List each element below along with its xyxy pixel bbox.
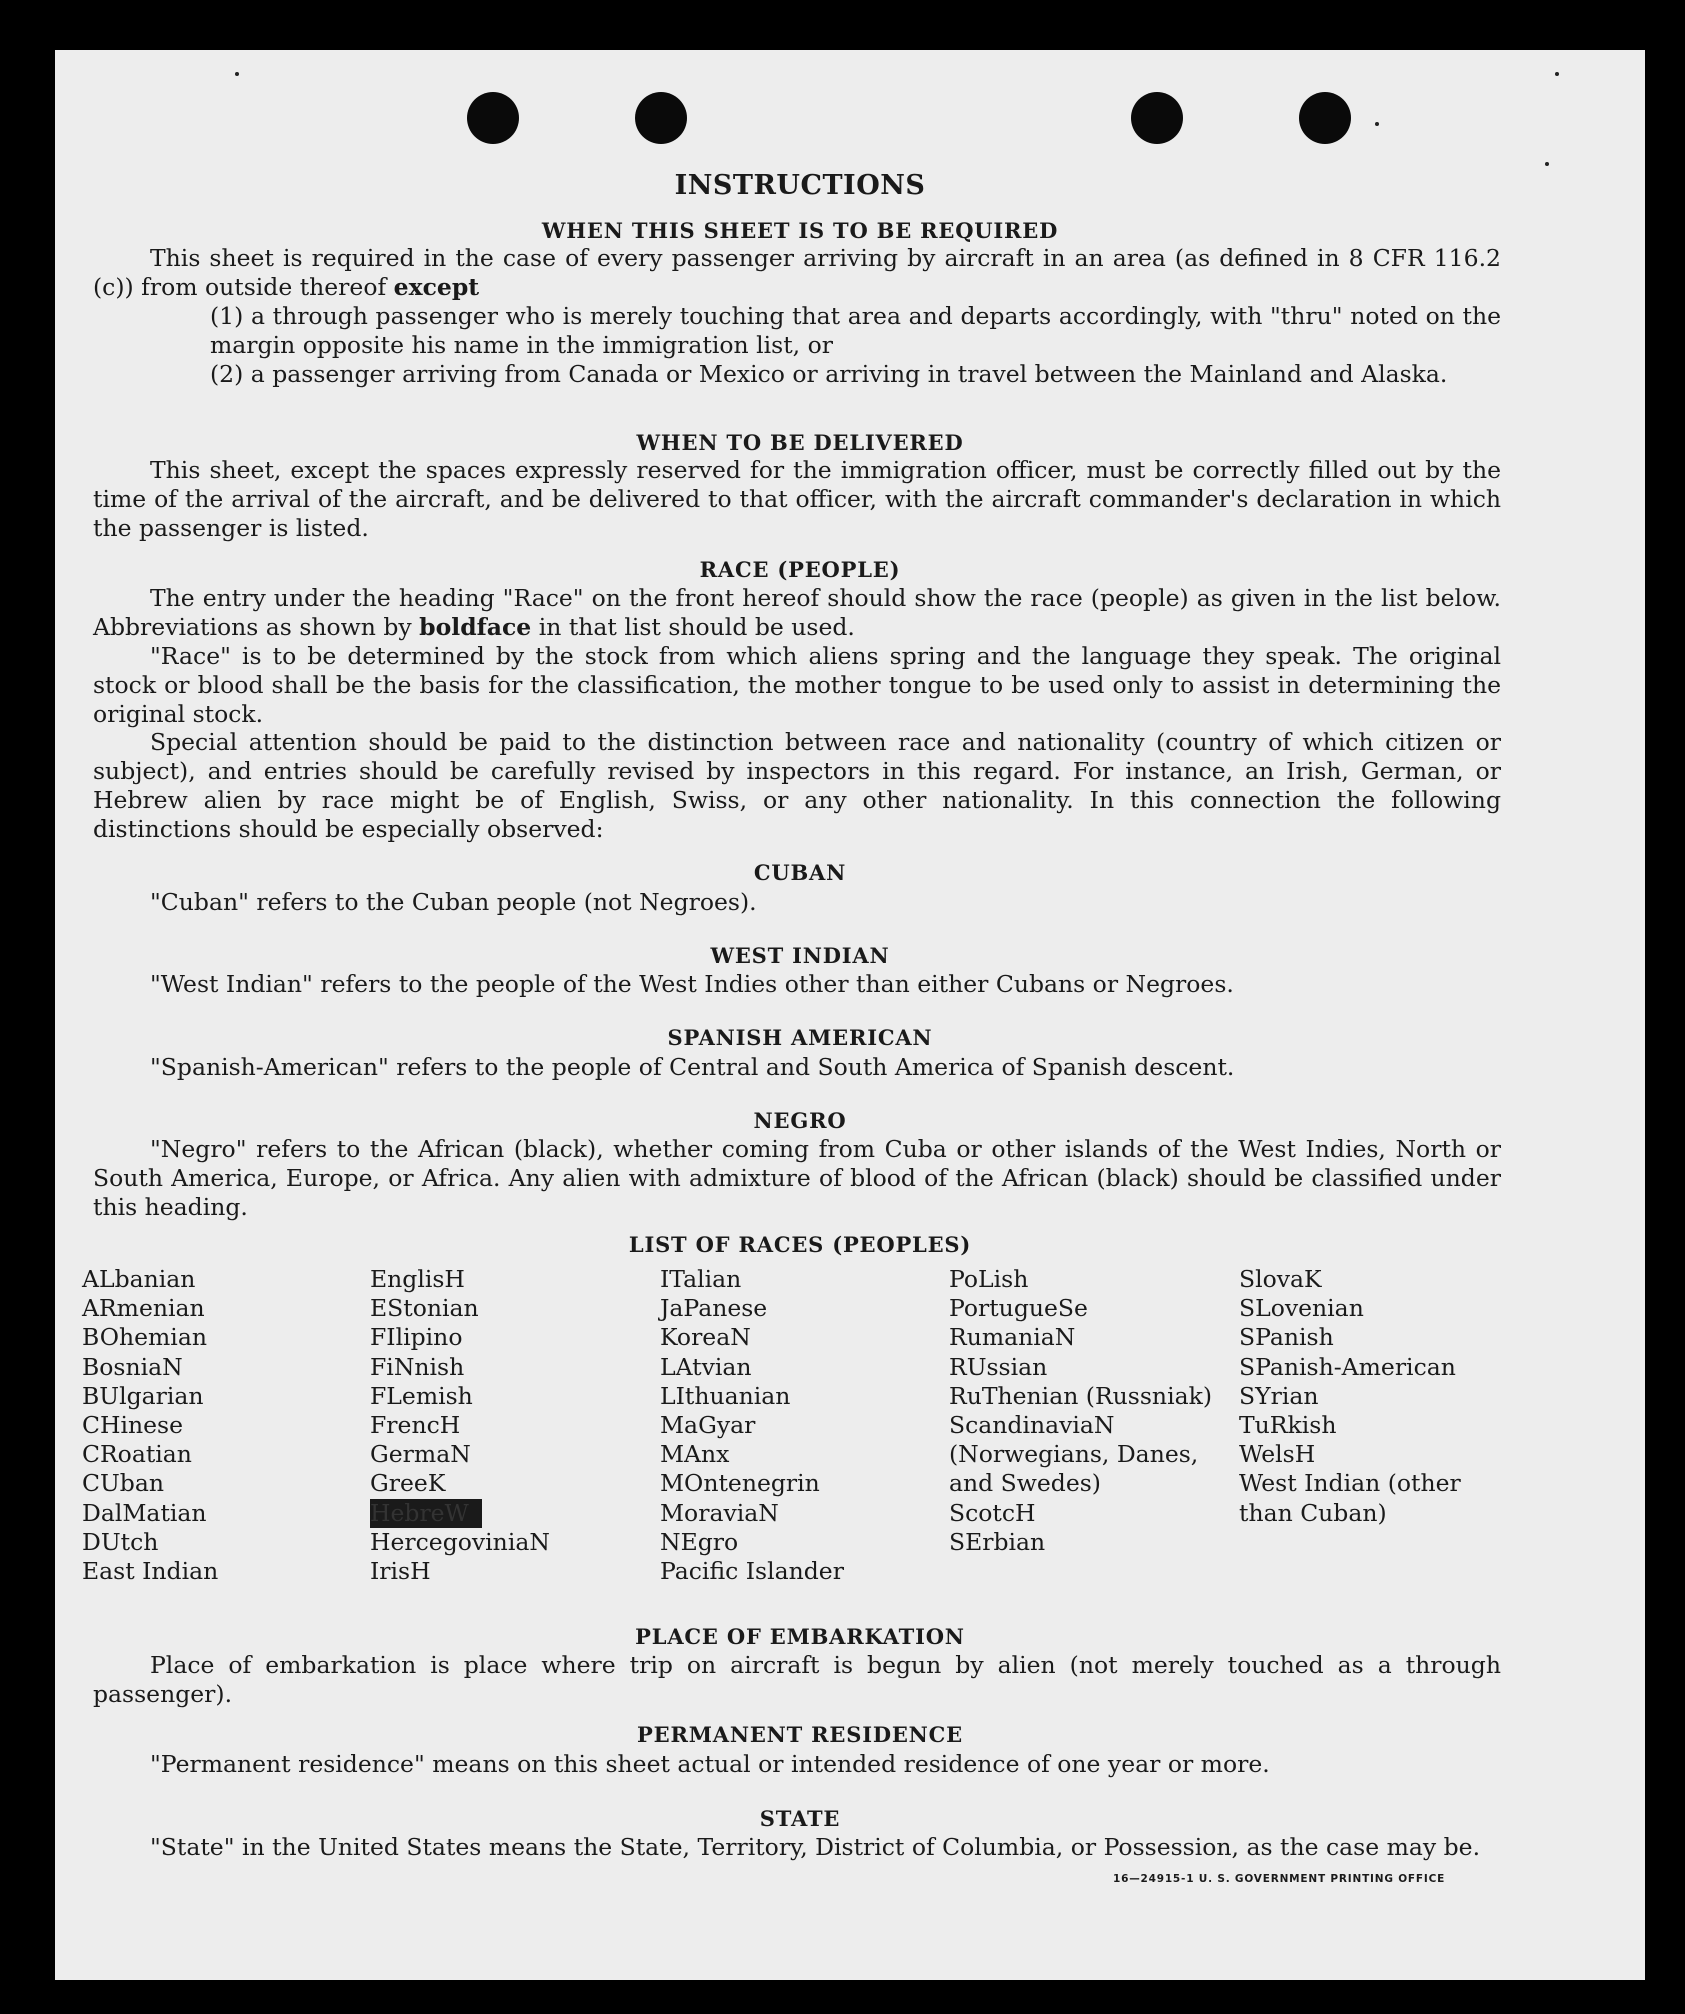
race-entry: DUtch — [82, 1527, 159, 1556]
race-entry: ScotcH — [949, 1498, 1036, 1527]
punch-hole — [635, 92, 687, 144]
punch-hole — [467, 92, 519, 144]
race-paragraph-2: "Race" is to be determined by the stock from which aliens spring and the language they speak. The original stock or blood shall be the basis for the classification, the mother tongue to be used only to assist in determining the original stock. — [93, 642, 1501, 728]
heading-cuban: CUBAN — [753, 860, 847, 885]
residence-text: "Permanent residence" means on this sheet actual or intended residence of one year or more. — [150, 1750, 1270, 1778]
race-entry: ARmenian — [82, 1294, 205, 1323]
race-entry: West Indian (other than Cuban) — [1239, 1469, 1461, 1527]
race-entry: ScandinaviaN (Norwegians, Danes, and Swedes) — [949, 1411, 1199, 1498]
punch-hole — [1131, 92, 1183, 144]
race-entry: JaPanese — [660, 1294, 768, 1323]
embarkation-text: Place of embarkation is place where trip on aircraft is begun by alien (not merely touched as a through passenger). — [93, 1651, 1501, 1708]
race-entry: MAnx — [660, 1440, 730, 1469]
race-entry: MOntenegrin — [660, 1469, 820, 1498]
race-entry: East Indian — [82, 1557, 219, 1586]
race-entry: FIlipino — [370, 1323, 463, 1352]
heading-race: RACE (PEOPLE) — [699, 557, 901, 582]
heading-spanish-american: SPANISH AMERICAN — [667, 1025, 933, 1050]
race-entry: GreeK — [370, 1469, 446, 1498]
heading-state: STATE — [759, 1806, 841, 1831]
required-intro: This sheet is required in the case of every passenger arriving by aircraft in an area (as defined in 8 CFR 116.2 (c)) from outside thereof except — [93, 244, 1501, 301]
race-column-1 — [82, 1265, 218, 1586]
spanish-american-text: "Spanish-American" refers to the people of Central and South America of Spanish descent. — [150, 1053, 1235, 1081]
race-entry: CRoatian — [82, 1440, 192, 1469]
race-entry: PoLish — [949, 1265, 1029, 1293]
race-entry: RUssian — [949, 1352, 1048, 1381]
race-entry: MaGyar — [660, 1411, 756, 1440]
delivered-text: This sheet, except the spaces expressly reserved for the immigration officer, must be correctly filled out by the time of the arrival of the aircraft, and be delivered to that officer, with the aircraft commander's declaration in which the passenger is listed. — [93, 456, 1501, 542]
race-entry: FrencH — [370, 1411, 461, 1440]
race-entry: WelsH — [1239, 1440, 1316, 1469]
west-indian-text: "West Indian" refers to the people of the West Indies other than either Cubans or Negroes. — [150, 970, 1234, 998]
heading-place-of-embarkation: PLACE OF EMBARKATION — [635, 1624, 965, 1649]
race-entry: SYrian — [1239, 1381, 1319, 1410]
document-page — [55, 50, 1645, 1980]
race-entry: NEgro — [660, 1527, 739, 1556]
race-entry: PortugueSe — [949, 1294, 1088, 1323]
heading-list-of-races: LIST OF RACES (PEOPLES) — [628, 1232, 972, 1257]
race-entry: MoraviaN — [660, 1498, 779, 1527]
race-entry: EnglisH — [370, 1265, 465, 1293]
page-title: INSTRUCTIONS — [674, 170, 926, 201]
race-entry: RumaniaN — [949, 1323, 1076, 1352]
heading-negro: NEGRO — [753, 1108, 847, 1133]
race-entry: TuRkish — [1239, 1411, 1337, 1440]
race-entry: BOhemian — [82, 1323, 207, 1352]
race-entry: HebreW — [370, 1499, 482, 1528]
race-entry: EStonian — [370, 1294, 479, 1323]
race-entry: Pacific Islander — [660, 1557, 844, 1586]
heading-when-delivered: WHEN TO BE DELIVERED — [636, 430, 964, 455]
race-column-5 — [1239, 1265, 1499, 1528]
race-entry: FiNnish — [370, 1352, 465, 1381]
cuban-text: "Cuban" refers to the Cuban people (not Negroes). — [150, 888, 757, 916]
race-entry: GermaN — [370, 1440, 471, 1469]
race-entry: SErbian — [949, 1527, 1046, 1556]
race-entry: LAtvian — [660, 1352, 752, 1381]
race-entry: SPanish — [1239, 1323, 1334, 1352]
race-entry: FLemish — [370, 1381, 473, 1410]
race-entry: LIthuanian — [660, 1381, 791, 1410]
race-entry: CHinese — [82, 1411, 183, 1440]
heading-west-indian: WEST INDIAN — [710, 943, 890, 968]
state-text: "State" in the United States means the State, Territory, District of Columbia, or Possession, as the case may be. — [150, 1833, 1481, 1861]
race-entry: IrisH — [370, 1557, 431, 1586]
race-entry: CUban — [82, 1469, 164, 1498]
race-entry: HercegoviniaN — [370, 1527, 550, 1556]
race-entry: BosniaN — [82, 1352, 183, 1381]
race-paragraph-1: The entry under the heading "Race" on the front hereof should show the race (people) as given in the list below. Abbreviations as shown by boldface in that list should be used. — [93, 584, 1501, 641]
race-entry: SlovaK — [1239, 1265, 1322, 1293]
printing-office-footer: 16—24915-1 U. S. GOVERNMENT PRINTING OFFICE — [1113, 1873, 1446, 1885]
race-entry: SLovenian — [1239, 1294, 1364, 1323]
race-entry: KoreaN — [660, 1323, 751, 1352]
race-entry: BUlgarian — [82, 1381, 204, 1410]
race-column-3 — [660, 1265, 844, 1586]
race-entry: ITalian — [660, 1265, 742, 1293]
race-paragraph-3: Special attention should be paid to the distinction between race and nationality (country of which citizen or subject), and entries should be carefully revised by inspectors in this regard. For instance, an Irish, German, or Hebrew alien by race might be of English, Swiss, or any other nationality. In this connection the following distinctions should be especially observed: — [93, 728, 1501, 843]
race-column-4 — [949, 1265, 1219, 1557]
race-column-2 — [370, 1265, 550, 1586]
heading-when-required: WHEN THIS SHEET IS TO BE REQUIRED — [541, 218, 1059, 243]
required-item-1: (1) a through passenger who is merely touching that area and departs accordingly, with "thru" noted on the margin opposite his name in the immigration list, or — [210, 302, 1501, 359]
race-list — [82, 1265, 1502, 1586]
negro-text: "Negro" refers to the African (black), whether coming from Cuba or other islands of the West Indies, North or South America, Europe, or Africa. Any alien with admixture of blood of the African (black) should be classified under this heading. — [93, 1135, 1501, 1221]
heading-permanent-residence: PERMANENT RESIDENCE — [637, 1722, 963, 1747]
punch-hole — [1299, 92, 1351, 144]
race-entry: RuThenian (Russniak) — [949, 1381, 1212, 1410]
race-entry: ALbanian — [82, 1265, 196, 1293]
race-entry: SPanish-American — [1239, 1352, 1456, 1381]
race-entry: DalMatian — [82, 1498, 207, 1527]
required-item-2: (2) a passenger arriving from Canada or Mexico or arriving in travel between the Mainland and Alaska. — [210, 360, 1448, 388]
